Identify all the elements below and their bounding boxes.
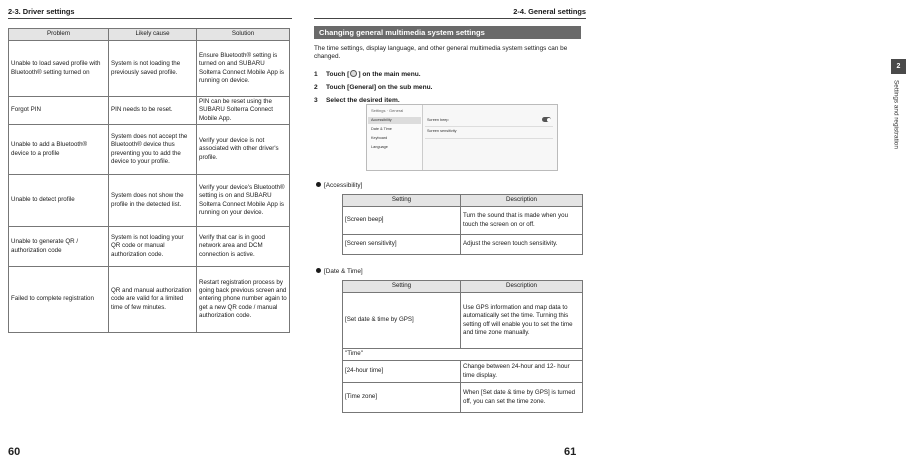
cause-cell: System does not accept the Bluetooth® device thus preventing you to add the device to your profile. — [109, 125, 197, 175]
step-text: Select the desired item. — [326, 97, 400, 104]
heading-text: [Accessibility] — [324, 182, 363, 189]
right-page-header: 2-4. General settings — [513, 7, 586, 16]
screenshot-row-screen-sensitivity: Screen sensitivity — [427, 129, 457, 133]
setting-cell: [24-hour time] — [343, 361, 461, 383]
screenshot-menu-item: Keyboard — [371, 136, 388, 140]
step-1 — [314, 70, 421, 78]
solution-cell: Verify your device is not associated with other driver's profile. — [197, 125, 290, 175]
step-2 — [314, 84, 432, 91]
troubleshooting-table — [8, 28, 290, 333]
step-text-pre: Touch [ — [326, 71, 350, 78]
table-header-row — [343, 195, 583, 207]
left-page-number: 60 — [8, 446, 21, 458]
screenshot-divider — [425, 138, 553, 139]
table-row — [9, 227, 290, 267]
screenshot-menu-item: Date & Time — [371, 127, 392, 131]
accessibility-heading — [316, 182, 362, 189]
table-row — [9, 125, 290, 175]
table-row — [9, 97, 290, 125]
cause-cell: System is not loading your QR code or manual authorization code. — [109, 227, 197, 267]
settings-screenshot — [366, 104, 558, 171]
intro-text: The time settings, display language, and other general multimedia system settings can be changed. — [314, 45, 568, 61]
header-rule — [8, 18, 292, 19]
column-header-description: Description — [461, 195, 583, 207]
step-number: 1 — [314, 71, 318, 78]
column-header-solution: Solution — [197, 29, 290, 41]
setting-cell: [Set date & time by GPS] — [343, 293, 461, 349]
section-title: Changing general multimedia system settings — [314, 26, 581, 39]
setting-cell: [Screen sensitivity] — [343, 235, 461, 255]
heading-text: [Date & Time] — [324, 268, 363, 275]
screenshot-sidebar — [367, 105, 423, 170]
description-cell: Turn the sound that is made when you touch the screen on or off. — [461, 207, 583, 235]
solution-cell: Verify that car is in good network area and DCM connection is active. — [197, 227, 290, 267]
cause-cell: QR and manual authorization code are valid for a limited time of few minutes. — [109, 267, 197, 333]
screenshot-divider — [425, 126, 553, 127]
bullet-icon — [316, 182, 321, 187]
problem-cell: Unable to load saved profile with Bluetooth® setting turned on — [9, 41, 109, 97]
table-row — [343, 207, 583, 235]
chapter-tab-label — [889, 80, 903, 170]
column-header-setting: Setting — [343, 281, 461, 293]
screenshot-menu-item: Language — [371, 145, 388, 149]
problem-cell: Unable to generate QR / authorization code — [9, 227, 109, 267]
solution-cell: PIN can be reset using the SUBARU Solterra Connect Mobile App. — [197, 97, 290, 125]
description-cell: Use GPS information and map data to automatically set the time. Turning this setting off will enable you to set the time and time zone manually. — [461, 293, 583, 349]
column-header-setting: Setting — [343, 195, 461, 207]
cause-cell: System does not show the profile in the detected list. — [109, 175, 197, 227]
date-time-heading — [316, 268, 363, 275]
gear-icon — [350, 70, 357, 77]
toggle-icon — [542, 117, 551, 122]
accessibility-table — [342, 194, 583, 255]
step-text-post: ] on the main menu. — [358, 71, 421, 78]
screenshot-row-screen-beep: Screen beep — [427, 118, 449, 122]
table-header-row — [343, 281, 583, 293]
table-row — [9, 175, 290, 227]
table-row — [9, 267, 290, 333]
problem-cell: Unable to add a Bluetooth® device to a profile — [9, 125, 109, 175]
problem-cell: Unable to detect profile — [9, 175, 109, 227]
table-row — [343, 383, 583, 413]
table-row — [343, 235, 583, 255]
table-row — [343, 361, 583, 383]
bullet-icon — [316, 268, 321, 273]
column-header-problem: Problem — [9, 29, 109, 41]
cause-cell: System is not loading the previously saved profile. — [109, 41, 197, 97]
problem-cell: Failed to complete registration — [9, 267, 109, 333]
setting-cell: [Screen beep] — [343, 207, 461, 235]
table-row — [343, 293, 583, 349]
setting-cell: [Time zone] — [343, 383, 461, 413]
column-header-cause: Likely cause — [109, 29, 197, 41]
right-page-number: 61 — [564, 446, 577, 458]
solution-cell: Restart registration process by going back previous screen and entering phone number again to get a new QR code / manual authorization code. — [197, 267, 290, 333]
chapter-label-text: Settings and registration — [892, 80, 900, 149]
solution-cell: Ensure Bluetooth® setting is turned on and SUBARU Solterra Connect Mobile App is running on device. — [197, 41, 290, 97]
step-number: 2 — [314, 84, 318, 91]
left-page-header: 2-3. Driver settings — [8, 7, 75, 16]
screenshot-menu-item: Accessibility — [371, 118, 392, 122]
step-3 — [314, 97, 400, 104]
screenshot-title: Settings · General — [371, 108, 404, 113]
table-group-row — [343, 349, 583, 361]
header-rule — [314, 18, 586, 19]
problem-cell: Forgot PIN — [9, 97, 109, 125]
description-cell: Adjust the screen touch sensitivity. — [461, 235, 583, 255]
description-cell: When [Set date & time by GPS] is turned off, you can set the time zone. — [461, 383, 583, 413]
cause-cell: PIN needs to be reset. — [109, 97, 197, 125]
group-label-cell: "Time" — [343, 349, 583, 361]
chapter-tab-number: 2 — [891, 59, 906, 74]
step-number: 3 — [314, 97, 318, 104]
table-header-row — [9, 29, 290, 41]
date-time-table — [342, 280, 583, 413]
step-text: Touch [General] on the sub menu. — [326, 84, 433, 91]
description-cell: Change between 24-hour and 12- hour time display. — [461, 361, 583, 383]
column-header-description: Description — [461, 281, 583, 293]
table-row — [9, 41, 290, 97]
solution-cell: Verify your device's Bluetooth® setting is on and SUBARU Solterra Connect Mobile App is running on your device. — [197, 175, 290, 227]
